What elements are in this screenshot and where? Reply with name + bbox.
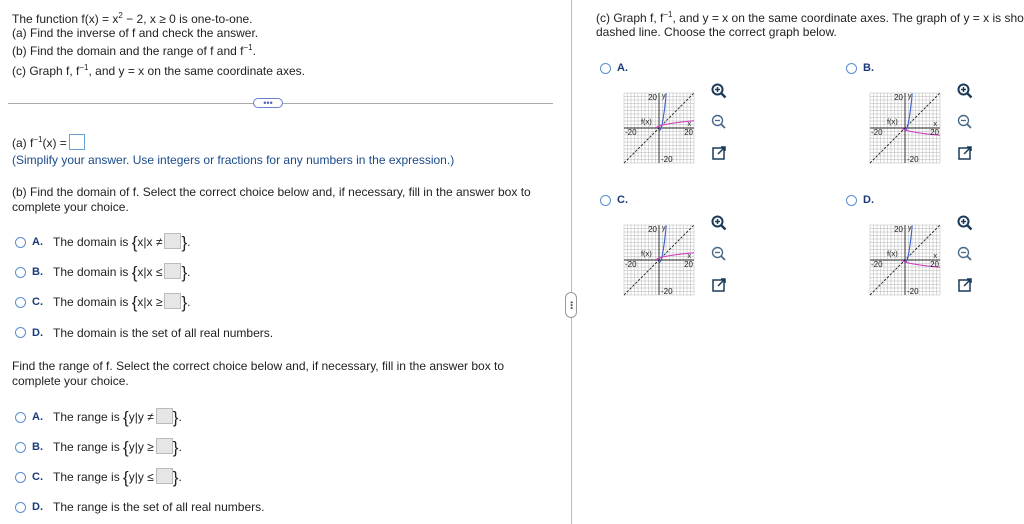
range-option-d-radio[interactable]: [15, 502, 26, 513]
popout-icon[interactable]: [710, 144, 728, 162]
tick-left: -20: [871, 260, 883, 269]
range-prompt-1: Find the range of f. Select the correct choice below and, if necessary, fill in the answer box to: [12, 359, 505, 373]
zoom-out-icon[interactable]: [710, 113, 728, 131]
range-b-input[interactable]: [156, 438, 173, 454]
tick-right: 20: [684, 128, 693, 137]
graph-option-a-radio[interactable]: [600, 63, 611, 74]
f-label: f(x): [886, 248, 898, 258]
range-prompt-2: complete your choice.: [12, 374, 129, 388]
tick-bottom: -20: [907, 287, 919, 296]
tick-left: -20: [625, 128, 637, 137]
tick-right: 20: [930, 128, 939, 137]
graph-option-c-letter: C.: [617, 194, 628, 206]
tick-bottom: -20: [661, 287, 673, 296]
right-panel: [574, 0, 1024, 524]
graph-option-b-letter: B.: [863, 62, 874, 74]
range-option-b-letter: B.: [32, 441, 43, 453]
y-axis-label: y: [662, 93, 666, 100]
y-axis-label: y: [908, 93, 912, 100]
part-c-prompt-1: (c) Graph f, $f^{-1}$, and y = x on the same coordinate axes. The graph of y = x is sho: [596, 10, 1024, 25]
range-option-b-text: The range is {y|y ≥ }.: [53, 438, 182, 457]
panel-resize-handle[interactable]: •••: [565, 292, 577, 318]
question-line-3: (b) Find the domain and the range of f and $f^{-1}$.: [12, 43, 256, 58]
domain-option-d-text: The domain is the set of all real numbers.: [53, 326, 274, 340]
tick-right: 20: [684, 260, 693, 269]
graph-option-b-radio[interactable]: [846, 63, 857, 74]
range-option-b-radio[interactable]: [15, 442, 26, 453]
domain-option-c-radio[interactable]: [15, 297, 26, 308]
domain-option-d-letter: D.: [32, 327, 43, 339]
tick-top: 20: [894, 225, 903, 234]
popout-icon[interactable]: [956, 144, 974, 162]
range-option-c-letter: C.: [32, 471, 43, 483]
f-label: f(x): [640, 116, 652, 126]
zoom-in-icon[interactable]: [710, 82, 728, 100]
range-option-a-radio[interactable]: [15, 412, 26, 423]
expand-handle[interactable]: •••: [253, 98, 283, 108]
range-option-d-letter: D.: [32, 501, 43, 513]
f-label: f(x): [886, 116, 898, 126]
graph-d: [866, 221, 944, 299]
domain-option-a-text: The domain is {x|x ≠ }.: [53, 233, 191, 252]
domain-option-b-text: The domain is {x|x ≤ }.: [53, 263, 191, 282]
graph-b: [866, 89, 944, 167]
tick-top: 20: [648, 93, 657, 102]
x-axis-label: x: [687, 253, 691, 260]
f-label: f(x): [640, 248, 652, 258]
tick-top: 20: [894, 93, 903, 102]
tick-left: -20: [871, 128, 883, 137]
range-c-input[interactable]: [156, 468, 173, 484]
domain-option-a-letter: A.: [32, 236, 43, 248]
x-axis-label: x: [933, 121, 937, 128]
question-line-2: (a) Find the inverse of f and check the answer.: [12, 26, 259, 40]
domain-option-b-radio[interactable]: [15, 267, 26, 278]
y-axis-label: y: [662, 225, 666, 232]
range-option-d-text: The range is the set of all real numbers.: [53, 500, 265, 514]
question-line-4: (c) Graph f, $f^{-1}$, and y = x on the same coordinate axes.: [12, 63, 305, 78]
question-line-1: The function $f(x) = x^2 - 2$, x ≥ 0 is one-to-one.: [12, 11, 253, 26]
part-b-prompt-2: complete your choice.: [12, 200, 129, 214]
range-option-a-text: The range is {y|y ≠ }.: [53, 408, 182, 427]
domain-c-input[interactable]: [164, 293, 181, 309]
domain-option-b-letter: B.: [32, 266, 43, 278]
x-axis-label: x: [933, 253, 937, 260]
popout-icon[interactable]: [956, 276, 974, 294]
part-b-prompt-1: (b) Find the domain of f. Select the correct choice below and, if necessary, fill in the answer box to: [12, 185, 531, 199]
popout-icon[interactable]: [710, 276, 728, 294]
domain-option-c-letter: C.: [32, 296, 43, 308]
tick-left: -20: [625, 260, 637, 269]
graph-option-d-letter: D.: [863, 194, 874, 206]
domain-option-a-radio[interactable]: [15, 237, 26, 248]
tick-bottom: -20: [661, 155, 673, 164]
tick-right: 20: [930, 260, 939, 269]
zoom-in-icon[interactable]: [956, 82, 974, 100]
tick-top: 20: [648, 225, 657, 234]
range-a-input[interactable]: [156, 408, 173, 424]
graph-a: [620, 89, 698, 167]
part-a-note: (Simplify your answer. Use integers or fractions for any numbers in the expression.): [12, 153, 455, 167]
graph-c: [620, 221, 698, 299]
y-axis-label: y: [908, 225, 912, 232]
graph-option-a-letter: A.: [617, 62, 628, 74]
zoom-out-icon[interactable]: [710, 245, 728, 263]
panel-divider: [571, 0, 572, 524]
graph-option-c-radio[interactable]: [600, 195, 611, 206]
range-option-c-radio[interactable]: [15, 472, 26, 483]
zoom-in-icon[interactable]: [710, 214, 728, 232]
part-c-prompt-2: dashed line. Choose the correct graph below.: [596, 25, 837, 39]
zoom-out-icon[interactable]: [956, 113, 974, 131]
zoom-in-icon[interactable]: [956, 214, 974, 232]
x-axis-label: x: [687, 121, 691, 128]
domain-option-d-radio[interactable]: [15, 327, 26, 338]
domain-a-input[interactable]: [164, 233, 181, 249]
domain-b-input[interactable]: [164, 263, 181, 279]
zoom-out-icon[interactable]: [956, 245, 974, 263]
domain-option-c-text: The domain is {x|x ≥ }.: [53, 293, 191, 312]
range-option-a-letter: A.: [32, 411, 43, 423]
part-a-label: (a) $f^{-1}(x)$ =: [12, 134, 85, 150]
range-option-c-text: The range is {y|y ≤ }.: [53, 468, 182, 487]
inverse-answer-input[interactable]: [69, 134, 85, 150]
tick-bottom: -20: [907, 155, 919, 164]
graph-option-d-radio[interactable]: [846, 195, 857, 206]
